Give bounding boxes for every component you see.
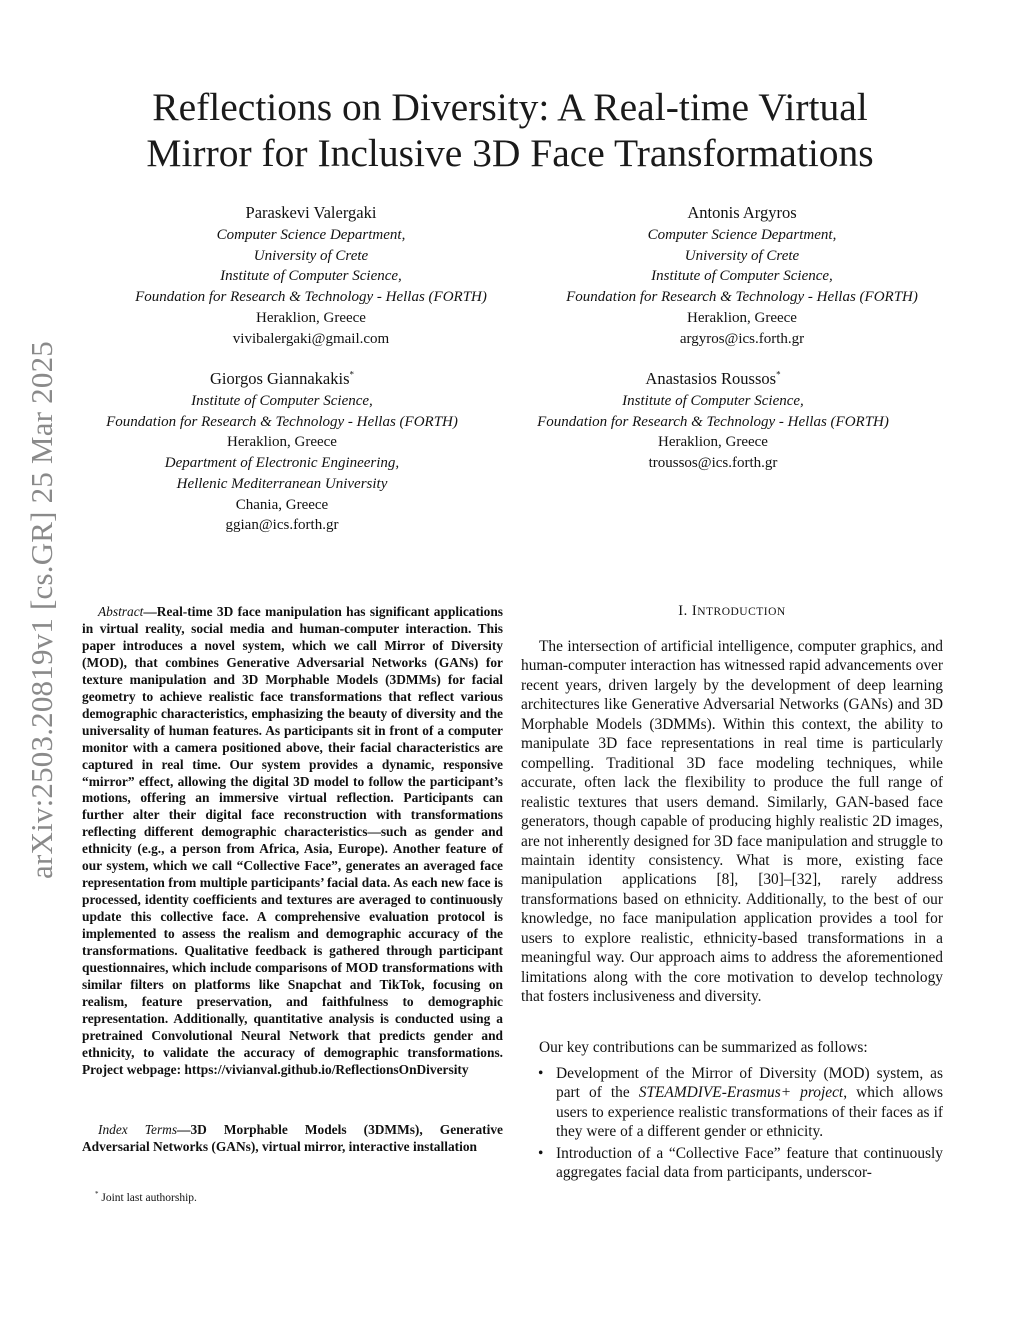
author-mark: * [776, 369, 781, 380]
intro-paragraph-1: The intersection of artificial intelligence, computer graphics, and human-computer interaction has witnessed rapid advancements over recent years, driven largely by the development of deep learning architectures like Generative Adversarial Networks (GANs) and 3D Morphable Models (3DMMs). Within this context, the ability to manipulate 3D face representations in real time is particularly compelling. Traditional 3D face modeling techniques, while accurate, often lack the flexibility to produce the full range of realistic textures that users demand. Similarly, GAN-based face generators, though capable of producing highly realistic 2D images, are not inherently designed for 3D face manipulation and struggle to maintain identity consistency. What is more, existing face manipulation applications [8], [30]–[32], rarely address transformations based on ethnicity. Additionally, to the best of our knowledge, no face manipulation application provides a tool for users to explore realistic, ethnicity-based transformations in a meaningful way. Our approach aims to address the aforementioned limitations along with the core motivation to develop technology that fosters inclusiveness and diversity. [521, 638, 943, 1006]
author-name: Antonis Argyros [687, 203, 797, 222]
author-affiliation: Institute of Computer Science, [622, 393, 804, 409]
abstract-label: Abstract [98, 604, 144, 619]
author-affiliation: Foundation for Research & Technology - Hellas (FORTH) [106, 413, 458, 430]
author-email: troussos@ics.forth.gr [648, 455, 778, 472]
footnote-text: Joint last authorship. [101, 1191, 197, 1204]
bullet: • [538, 1065, 544, 1082]
author-affiliation: Hellenic Mediterranean University [176, 475, 388, 492]
author-affiliation: Institute of Computer Science, [651, 268, 833, 285]
contribution-text: Introduction of a “Collective Face” feature that continuously aggregates facial data from participants, underscor- [556, 1144, 943, 1182]
contribution-text: Development of the Mirror of Diversity (MOD) system, as part of the [556, 1065, 943, 1102]
author-affiliation: Institute of Computer Science, [191, 393, 373, 409]
author-affiliation: Department of Electronic Engineering, [164, 455, 400, 472]
author-city: Heraklion, Greece [256, 309, 366, 326]
author-block-roussos [497, 368, 929, 474]
title-line-2: Mirror for Inclusive 3D Face Transformations [146, 131, 874, 175]
author-affiliation: Foundation for Research & Technology - Hellas (FORTH) [135, 289, 487, 306]
bullet: • [538, 1144, 544, 1162]
author-email: ggian@ics.forth.gr [225, 517, 339, 534]
intro-paragraph-2: Our key contributions can be summarized as follows: [539, 1039, 868, 1056]
author-affiliation: Institute of Computer Science, [220, 268, 402, 285]
abstract [82, 604, 503, 1079]
index-terms-text: —3D Morphable Models (3DMMs), Generative Adversarial Networks (GANs), virtual mirror, interactive installation [82, 1122, 503, 1154]
title-line-1: Reflections on Diversity: A Real-time Virtual [152, 85, 868, 129]
project-name: STEAMDIVE-Erasmus+ project [638, 1084, 844, 1102]
author-name: Anastasios Roussos [645, 369, 777, 388]
author-block-argyros [526, 202, 958, 349]
contributions-list [521, 1064, 943, 1185]
author-block-valergaki [95, 202, 527, 349]
author-name-row [66, 368, 498, 390]
author-name: Giorgos Giannakakis [210, 369, 350, 388]
arxiv-stamp: arXiv:2503.20819v1 [cs.GR] 25 Mar 2025 [24, 341, 59, 879]
author-affiliation: Foundation for Research & Technology - Hellas (FORTH) [537, 413, 889, 430]
section-number: I. [678, 603, 688, 619]
list-item [521, 1064, 943, 1142]
contribution-text: , which allows users to experience realistic transformations of their faces as if they were of a different gender or ethnicity. [556, 1084, 943, 1141]
author-mark: * [349, 369, 354, 380]
author-name-row [497, 368, 929, 390]
footnote-mark: * [95, 1190, 99, 1198]
index-terms [82, 1122, 503, 1156]
author-affiliation: University of Crete [253, 247, 369, 264]
section-title-rest: NTRODUCTION [697, 606, 786, 618]
list-item [521, 1144, 943, 1183]
footnote [95, 1187, 197, 1205]
author-affiliation: Computer Science Department, [647, 227, 837, 243]
abstract-text: —Real-time 3D face manipulation has significant applications in virtual reality, social media and human-computer interaction. This paper introduces a novel system, which we call Mirror of Diversity (MOD), that combines Generative Adversarial Networks (GANs) for texture manipulation and 3D Morphable Models (3DMMs) for facial geometry to achieve realistic face transformations that reflect various demographic characteristics, emphasizing the beauty of diversity and the universality of human features. As participants sit in front of a computer monitor with a camera positioned above, their facial characteristics are captured in real time. Our system provides a dynamic, responsive “mirror” effect, allowing the digital 3D model to follow the participant’s motions, offering an immersive virtual reflection. Participants can further alter their digital face reconstruction with transformations reflecting different demographic characteristics—such as gender and ethnicity (e.g., a person from Africa, Asia, Europe). Another feature of our system, which we call “Collective Face”, generates an averaged face representation from multiple participants’ facial data. As each new face is processed, identity coefficients and textures are averaged to continuously update this collective face. A comprehensive evaluation protocol is implemented to assess the realism and demographic accuracy of the transformations. Qualitative feedback is gathered through participant questionnaires, which include comparisons of MOD transformations with similar filters on platforms like Snapchat and TikTok, focusing on realism, feature preservation, and faithfulness to demographic representation. Additionally, quantitative analysis is conducted using a pretrained Convolutional Neural Network that predicts gender and ethnicity, to validate the accuracy of demographic transformations. Project webpage: https://vivianval.github.io/ReflectionsOnDiversity [82, 604, 503, 1077]
index-terms-label: Index Terms [98, 1122, 178, 1137]
author-name: Paraskevi Valergaki [245, 203, 377, 222]
author-city: Heraklion, Greece [658, 434, 768, 451]
section-initial: I [691, 603, 698, 619]
author-affiliation: University of Crete [684, 247, 800, 264]
paper-title [60, 84, 960, 176]
section-heading [521, 603, 943, 620]
author-email: vivibalergaki@gmail.com [232, 330, 390, 347]
author-email: argyros@ics.forth.gr [679, 330, 805, 347]
author-block-giannakakis [66, 368, 498, 536]
author-city: Heraklion, Greece [227, 434, 337, 451]
author-city: Heraklion, Greece [687, 309, 797, 326]
author-affiliation: Computer Science Department, [216, 227, 406, 243]
author-city: Chania, Greece [235, 496, 329, 513]
author-affiliation: Foundation for Research & Technology - Hellas (FORTH) [566, 289, 918, 306]
